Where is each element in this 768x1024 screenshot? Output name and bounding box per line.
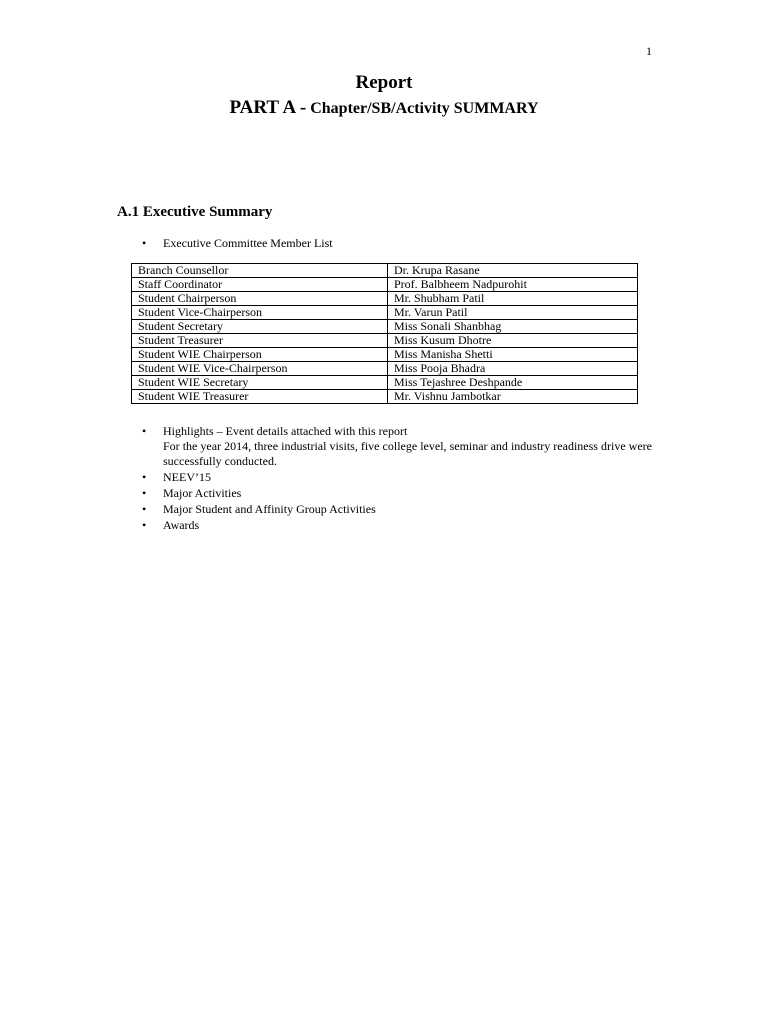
member-role-cell: Student Chairperson: [132, 292, 388, 306]
table-row: [132, 362, 638, 376]
table-row: [132, 306, 638, 320]
member-name-cell: Mr. Vishnu Jambotkar: [388, 390, 638, 404]
list-item: [140, 517, 652, 533]
table-row: [132, 334, 638, 348]
item-affinity-group-activities: Major Student and Affinity Group Activities: [163, 502, 376, 516]
bullet-icon: •: [142, 502, 147, 516]
bullet-icon: •: [142, 518, 147, 532]
list-item: [140, 423, 652, 469]
bullet-icon: •: [142, 486, 147, 500]
committee-bullet-list: [140, 235, 333, 251]
table-row: [132, 292, 638, 306]
member-name-cell: Dr. Krupa Rasane: [388, 264, 638, 278]
member-name-cell: Miss Pooja Bhadra: [388, 362, 638, 376]
table-row: [132, 348, 638, 362]
member-name-cell: Miss Kusum Dhotre: [388, 334, 638, 348]
list-item: [140, 501, 652, 517]
part-subtitle: Chapter/SB/Activity SUMMARY: [310, 100, 539, 117]
highlights-detail: For the year 2014, three industrial visits, five college level, seminar and industry readiness drive were successfully conducted.: [163, 439, 652, 468]
list-item: [140, 235, 333, 251]
bullet-icon: •: [142, 236, 147, 250]
list-item: [140, 469, 652, 485]
table-row: [132, 390, 638, 404]
item-major-activities: Major Activities: [163, 486, 242, 500]
member-name-cell: Miss Manisha Shetti: [388, 348, 638, 362]
title-block: [0, 72, 768, 120]
section-heading: A.1 Executive Summary: [117, 204, 273, 220]
member-role-cell: Student Secretary: [132, 320, 388, 334]
bullet-icon: •: [142, 470, 147, 484]
list-item: [140, 485, 652, 501]
member-role-cell: Branch Counsellor: [132, 264, 388, 278]
member-role-cell: Student WIE Vice-Chairperson: [132, 362, 388, 376]
table-row: [132, 376, 638, 390]
member-role-cell: Student WIE Treasurer: [132, 390, 388, 404]
member-name-cell: Miss Tejashree Deshpande: [388, 376, 638, 390]
member-role-cell: Student Treasurer: [132, 334, 388, 348]
committee-member-table: [131, 263, 638, 404]
highlights-label: Highlights – Event details attached with this report: [163, 424, 408, 438]
member-name-cell: Mr. Shubham Patil: [388, 292, 638, 306]
summary-bullet-list: [140, 423, 652, 533]
item-awards: Awards: [163, 518, 200, 532]
part-label: PART A -: [229, 97, 307, 118]
member-role-cell: Student Vice-Chairperson: [132, 306, 388, 320]
page-number: 1: [646, 44, 652, 58]
committee-intro: Executive Committee Member List: [163, 236, 333, 250]
member-name-cell: Mr. Varun Patil: [388, 306, 638, 320]
member-role-cell: Staff Coordinator: [132, 278, 388, 292]
report-title: Report: [355, 72, 413, 93]
member-role-cell: Student WIE Chairperson: [132, 348, 388, 362]
bullet-icon: •: [142, 424, 147, 438]
table-row: [132, 278, 638, 292]
part-title: [0, 97, 768, 120]
committee-member-rows: [132, 264, 638, 404]
table-row: [132, 320, 638, 334]
member-role-cell: Student WIE Secretary: [132, 376, 388, 390]
member-name-cell: Miss Sonali Shanbhag: [388, 320, 638, 334]
item-neev: NEEV’15: [163, 470, 211, 484]
table-row: [132, 264, 638, 278]
member-name-cell: Prof. Balbheem Nadpurohit: [388, 278, 638, 292]
